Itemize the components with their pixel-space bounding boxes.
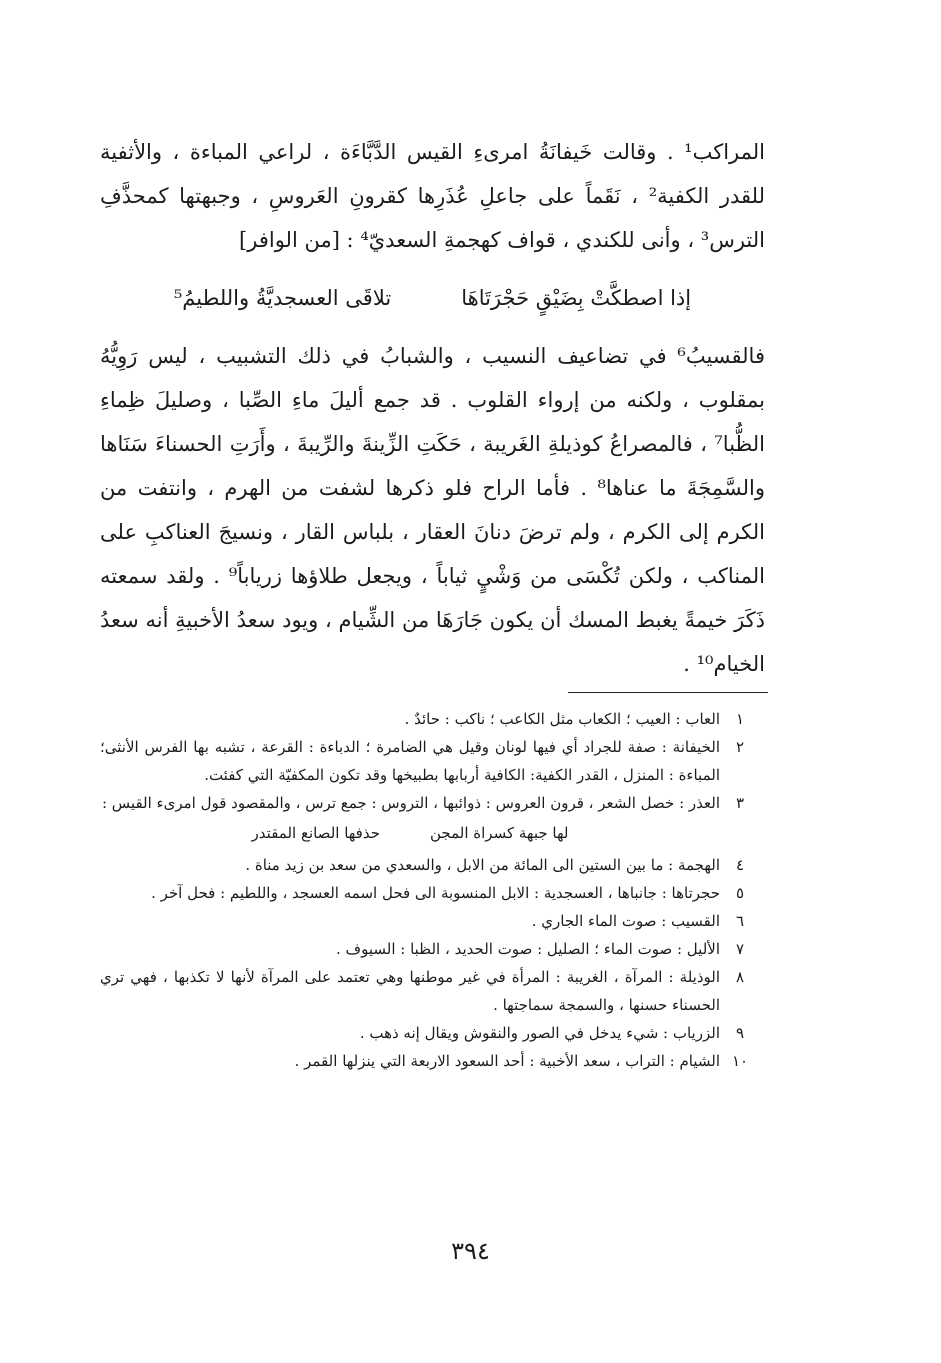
footnote-text: العذر : خصل الشعر ، قرون العروس : ذوائبها ، التروس : جمع ترس ، والمقصود قول امرىء القيس : bbox=[101, 794, 720, 812]
footnote-number: ٦ bbox=[735, 912, 745, 930]
footnote-number: ١ bbox=[735, 710, 745, 728]
footnote bbox=[100, 851, 760, 879]
paragraph: المراكب¹ . وقالت خَيفانَةُ امرىءِ القيس الدَّبَّاءَة ، لراعي المباءة ، والأثفية للقدر الكفية² ، نَقَماً على جاعلِ عُذَرِها كقرونِ العَروسِ ، وجبهتها كمحذَّفِ الترس³ ، وأنى للكندي ، قواف كهجمةِ السعديّ⁴ : [من الوافر] bbox=[100, 140, 765, 252]
poem-verse bbox=[100, 276, 765, 320]
footnote-text: الخيفانة : صفة للجراد أي فيها لونان وقيل هي الضامرة ؛ الدباءة : القرعة ، تشبه بها الفرس الأنثى؛ المباءة : المنزل ، القدر الكفية: الكافية أربابها بطبيخها وقد تكون المكفيّة التي كفئت. bbox=[100, 738, 720, 784]
verse-hemistich: تلاقَى العسجديَّةُ واللطيمُ⁵ bbox=[173, 286, 392, 310]
footnote bbox=[100, 1019, 760, 1047]
page-number: ٣٩٤ bbox=[451, 1237, 490, 1265]
footnote-text: الوذيلة : المرآة ، الغريبة : المرأة في غير موطنها وهي تعتمد على المرآة لأنها لا تكذبها ، فهي تري الحسناء حسنها ، والسمجة سماجتها . bbox=[100, 968, 720, 1014]
footnote-text: الأليل : صوت الماء ؛ الصليل : صوت الحديد ، الظبا : السيوف . bbox=[336, 940, 720, 958]
footnotes bbox=[100, 705, 760, 1075]
footnote-text: القسيب : صوت الماء الجاري . bbox=[531, 912, 720, 930]
footnote-number: ١٠ bbox=[731, 1052, 749, 1070]
footnote-text: الشيام : التراب ، سعد الأخبية : أحد السعود الاربعة التي ينزلها القمر . bbox=[294, 1052, 720, 1070]
footnote bbox=[100, 907, 760, 935]
footnote-text: العاب : العيب ؛ الكعاب مثل الكاعب ؛ ناكب : حائدٌ . bbox=[404, 710, 720, 728]
footnote-number: ٤ bbox=[735, 856, 745, 874]
main-text bbox=[100, 130, 765, 686]
footnote bbox=[100, 963, 760, 1019]
footnote bbox=[100, 935, 760, 963]
footnote-number: ٩ bbox=[735, 1024, 745, 1042]
footnote-number: ٣ bbox=[735, 794, 745, 812]
footnote-number: ٧ bbox=[735, 940, 745, 958]
footnote bbox=[100, 789, 760, 817]
paragraph: فالقسيبُ⁶ في تضاعيف النسيب ، والشبابُ في ذلك التشبيب ، ليس رَوِيُّهُ بمقلوب ، ولكنه من إرواء القلوب . قد جمع أليلَ ماءِ الصِّبا ، وصليلَ ظِماءِ الظُّبا⁷ ، فالمصراعُ كوذيلةِ الغَريبة ، حَكَتِ الزِّينةَ والرِّيبةَ ، وأَرَتِ الحسناءَ سَنَاها والسَّمِجَةَ ما عناها⁸ . فأما الراح فلو ذكرها لشفت من الهرم ، وانتفت من الكرم إلى الكرم ، ولم ترضَ دنانَ العقار ، بلباس القار ، ونسيجَ العناكبِ على المناكب ، ولكن تُكْسَى من وَشْيٍ ثياباً ، ويجعل طلاؤها زرياباً⁹ . ولقد سمعته ذَكَرَ خيمةً يغبط المسك أن يكون جَارَهَا من الشِّيام ، ويود سعدُ الأخبيةِ أنه سعدُ الخيام¹⁰ . bbox=[100, 344, 765, 676]
footnote-text: الهجمة : ما بين الستين الى المائة من الابل ، والسعدي من سعد بن زيد مناة . bbox=[245, 856, 720, 874]
verse-hemistich: لها جبهة كسراة المجن bbox=[430, 824, 569, 842]
verse-hemistich: حذفها الصانع المقتدر bbox=[251, 824, 380, 842]
footnote bbox=[100, 733, 760, 789]
footnote bbox=[100, 879, 760, 907]
footnote-number: ٥ bbox=[735, 884, 745, 902]
footnote-number: ٢ bbox=[735, 738, 745, 756]
footnote bbox=[100, 705, 760, 733]
footnote-divider bbox=[568, 692, 768, 693]
footnote-text: الزرياب : شيء يدخل في الصور والنقوش ويقال إنه ذهب . bbox=[359, 1024, 720, 1042]
footnote-verse bbox=[100, 819, 760, 847]
footnote-number: ٨ bbox=[735, 968, 745, 986]
footnote-text: حجرتاها : جانباها ، العسجدية : الابل المنسوبة الى فحل اسمه العسجد ، واللطيم : فحل آخر . bbox=[151, 884, 720, 902]
verse-hemistich: إذا اصطكَّتْ بِضَيْقٍ حَجْرَتَاهَا bbox=[461, 286, 692, 310]
footnote bbox=[100, 1047, 760, 1075]
